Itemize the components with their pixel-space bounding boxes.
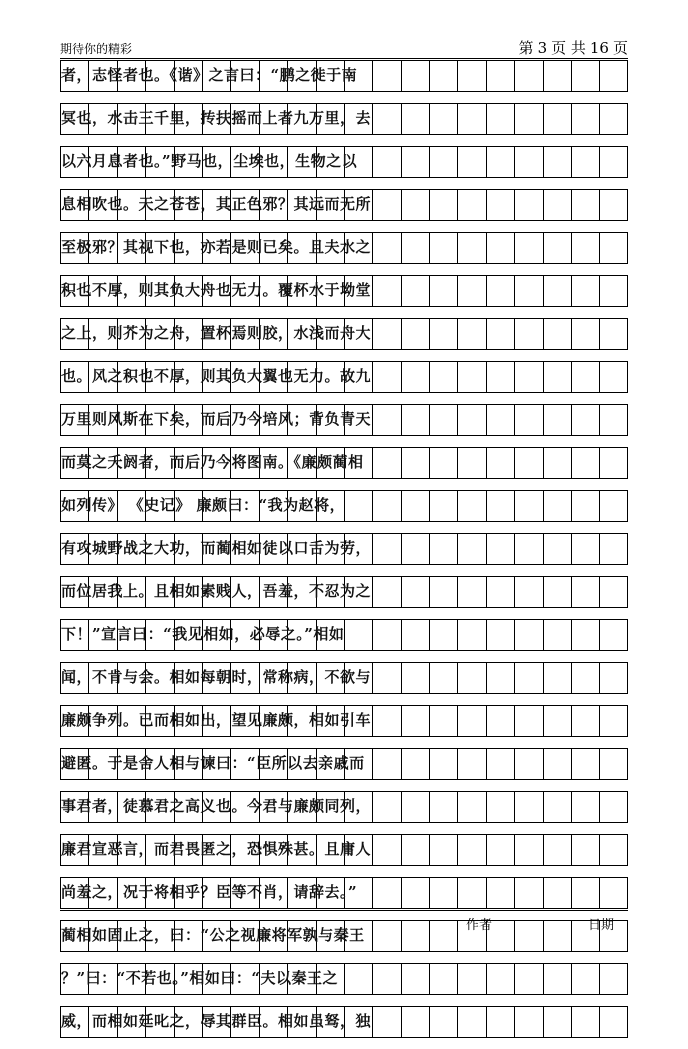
grid-cell — [486, 448, 514, 478]
grid-cell — [543, 319, 571, 349]
grid-cell — [599, 878, 627, 908]
grid-cell — [429, 878, 457, 908]
grid-cell — [429, 663, 457, 693]
grid-cell — [571, 835, 599, 865]
grid-cell — [372, 147, 400, 177]
grid-cell — [401, 835, 429, 865]
grid-cell — [571, 147, 599, 177]
grid-cell — [543, 1007, 571, 1037]
grid-cell — [599, 792, 627, 822]
grid-cell — [599, 448, 627, 478]
grid-cell — [401, 1007, 429, 1037]
grid-cell — [486, 577, 514, 607]
grid-cell — [543, 577, 571, 607]
grid-cell — [401, 491, 429, 521]
grid-cell — [372, 405, 400, 435]
grid-cell — [372, 104, 400, 134]
grid-row — [60, 447, 628, 490]
grid-cell — [514, 405, 542, 435]
grid-row — [60, 361, 628, 404]
grid-row — [60, 705, 628, 748]
text-line: 以六月息者也。”野马也，尘埃也，生物之以 — [61, 152, 358, 170]
grid-cell — [344, 964, 372, 994]
grid-cell — [543, 792, 571, 822]
page-footer — [0, 912, 688, 952]
grid-cell — [401, 448, 429, 478]
grid-cell — [571, 448, 599, 478]
grid-cell — [372, 534, 400, 564]
grid-cell — [372, 1007, 400, 1037]
author-label: 作者 — [466, 918, 493, 933]
grid-cell — [571, 276, 599, 306]
grid-cell — [401, 792, 429, 822]
grid-cell — [372, 792, 400, 822]
grid-cell — [429, 448, 457, 478]
grid-cell — [457, 577, 485, 607]
page-number: 3 — [537, 39, 548, 57]
grid-cell — [429, 534, 457, 564]
grid-cell — [486, 835, 514, 865]
text-line: 避匿。于是舍人相与谏曰：“臣所以去亲戚而 — [61, 754, 365, 772]
grid-cell — [486, 534, 514, 564]
text-line: 冥也，水击三千里，抟扶摇而上者九万里，去 — [61, 109, 372, 127]
grid-cell — [457, 276, 485, 306]
manuscript-grid — [60, 60, 628, 1049]
grid-cell — [543, 663, 571, 693]
page-middle: 页 共 — [551, 39, 586, 57]
grid-cell — [429, 190, 457, 220]
text-line: 者，志怪者也。《谐》之言曰：“鹏之徙于南 — [61, 66, 358, 84]
grid-cell — [571, 792, 599, 822]
grid-cell — [372, 276, 400, 306]
grid-cell — [599, 749, 627, 779]
row-gap — [60, 479, 628, 490]
grid-cell — [457, 749, 485, 779]
grid-cell — [514, 491, 542, 521]
grid-cell — [571, 104, 599, 134]
grid-cell — [543, 190, 571, 220]
grid-cell — [514, 792, 542, 822]
grid-cell — [401, 319, 429, 349]
page-number-indicator — [519, 40, 628, 57]
grid-row — [60, 662, 628, 705]
text-line: 如列传》 《史记》 廉颇曰：“我为赵将， — [61, 496, 346, 514]
grid-cell — [372, 190, 400, 220]
header-motto: 期待你的精彩 — [60, 42, 133, 56]
text-line: 至极邪？其视下也，亦若是则已矣。且夫水之 — [61, 238, 372, 256]
grid-cell — [429, 792, 457, 822]
grid-cell — [429, 276, 457, 306]
grid-row — [60, 1006, 628, 1049]
grid-cell — [401, 964, 429, 994]
grid-row — [60, 748, 628, 791]
grid-cell — [514, 835, 542, 865]
text-line: 之上，则芥为之舟，置杯焉则胶，水浅而舟大 — [61, 324, 372, 342]
page-header — [0, 0, 688, 60]
grid-row — [60, 834, 628, 877]
row-gap — [60, 264, 628, 275]
grid-cell — [372, 620, 400, 650]
grid-cell — [429, 706, 457, 736]
grid-cell — [599, 577, 627, 607]
row-gap — [60, 92, 628, 103]
row-gap — [60, 565, 628, 576]
grid-cell — [571, 362, 599, 392]
grid-row — [60, 490, 628, 533]
text-line: 闻，不肯与会。相如每朝时，常称病，不欲与 — [61, 668, 372, 686]
grid-cell — [457, 448, 485, 478]
grid-cell — [543, 749, 571, 779]
grid-cell — [401, 61, 429, 91]
grid-cell — [457, 534, 485, 564]
grid-row — [60, 275, 628, 318]
grid-cell — [486, 276, 514, 306]
grid-cell — [486, 405, 514, 435]
grid-cell — [401, 878, 429, 908]
grid-cell — [486, 878, 514, 908]
grid-row — [60, 232, 628, 275]
text-line: 有攻城野战之大功，而蔺相如徒以口舌为劳， — [61, 539, 372, 557]
text-line: 积也不厚，则其负大舟也无力。覆杯水于坳堂 — [61, 281, 372, 299]
grid-cell — [486, 319, 514, 349]
grid-row — [60, 103, 628, 146]
grid-cell — [543, 620, 571, 650]
grid-cell — [514, 663, 542, 693]
grid-cell — [457, 491, 485, 521]
grid-cell — [543, 964, 571, 994]
grid-cell — [571, 577, 599, 607]
grid-cell — [457, 792, 485, 822]
grid-cell — [372, 362, 400, 392]
grid-cell — [599, 362, 627, 392]
grid-cell — [599, 190, 627, 220]
grid-cell — [514, 190, 542, 220]
grid-cell — [457, 405, 485, 435]
grid-cell — [344, 620, 372, 650]
grid-cell — [429, 233, 457, 263]
grid-cell — [571, 964, 599, 994]
top-rule — [60, 58, 628, 59]
text-line: 事君者，徒慕君之高义也。今君与廉颇同列， — [61, 797, 372, 815]
grid-cell — [401, 276, 429, 306]
grid-cell — [372, 663, 400, 693]
row-gap — [60, 952, 628, 963]
text-line: 蔺相如固止之，曰：“公之视廉将军孰与秦王 — [61, 926, 365, 944]
grid-cell — [514, 319, 542, 349]
grid-cell — [543, 405, 571, 435]
grid-row — [60, 318, 628, 361]
grid-cell — [514, 878, 542, 908]
row-gap — [60, 823, 628, 834]
grid-cell — [457, 835, 485, 865]
row-gap — [60, 737, 628, 748]
grid-cell — [429, 1007, 457, 1037]
row-gap — [60, 995, 628, 1006]
grid-cell — [457, 61, 485, 91]
grid-cell — [514, 233, 542, 263]
grid-cell — [372, 964, 400, 994]
grid-cell — [401, 405, 429, 435]
grid-cell — [571, 61, 599, 91]
grid-cell — [372, 491, 400, 521]
grid-cell — [372, 448, 400, 478]
grid-row — [60, 576, 628, 619]
grid-cell — [543, 362, 571, 392]
grid-cell — [599, 534, 627, 564]
grid-cell — [457, 362, 485, 392]
grid-cell — [514, 620, 542, 650]
grid-cell — [514, 534, 542, 564]
grid-cell — [571, 405, 599, 435]
grid-cell — [543, 276, 571, 306]
row-gap — [60, 307, 628, 318]
text-line: ？”曰：“不若也。”相如曰：“夫以秦王之 — [61, 969, 339, 987]
grid-cell — [486, 964, 514, 994]
row-gap — [60, 694, 628, 705]
grid-cell — [372, 61, 400, 91]
grid-cell — [457, 706, 485, 736]
grid-cell — [571, 534, 599, 564]
grid-cell — [429, 362, 457, 392]
text-line: 廉君宣恶言，而君畏匿之，恐惧殊甚。且庸人 — [61, 840, 372, 858]
grid-cell — [429, 104, 457, 134]
grid-cell — [429, 405, 457, 435]
grid-cell — [514, 362, 542, 392]
text-line: 下！”宣言曰：“我见相如，必辱之。”相如 — [61, 625, 345, 643]
grid-cell — [429, 61, 457, 91]
grid-cell — [401, 362, 429, 392]
grid-cell — [599, 147, 627, 177]
grid-row — [60, 404, 628, 447]
grid-cell — [486, 61, 514, 91]
grid-cell — [401, 147, 429, 177]
grid-cell — [429, 835, 457, 865]
grid-cell — [372, 706, 400, 736]
grid-cell — [599, 405, 627, 435]
grid-cell — [599, 835, 627, 865]
grid-cell — [372, 319, 400, 349]
row-gap — [60, 780, 628, 791]
grid-cell — [571, 1007, 599, 1037]
grid-cell — [543, 835, 571, 865]
grid-cell — [401, 706, 429, 736]
grid-cell — [514, 448, 542, 478]
row-gap — [60, 350, 628, 361]
row-gap — [60, 608, 628, 619]
grid-cell — [486, 362, 514, 392]
grid-cell — [543, 706, 571, 736]
grid-cell — [457, 620, 485, 650]
grid-cell — [457, 964, 485, 994]
grid-row — [60, 146, 628, 189]
grid-cell — [599, 319, 627, 349]
grid-cell — [372, 878, 400, 908]
text-line: 而莫之夭阏者，而后乃今将图南。《廉颇蔺相 — [61, 453, 364, 471]
grid-cell — [599, 620, 627, 650]
text-line: 尚羞之，况于将相乎？臣等不肖，请辞去。” — [61, 883, 358, 901]
text-line: 而位居我上。且相如素贱人，吾羞，不忍为之 — [61, 582, 372, 600]
grid-row — [60, 619, 628, 662]
grid-cell — [514, 61, 542, 91]
grid-cell — [486, 749, 514, 779]
row-gap — [60, 1038, 628, 1049]
grid-cell — [457, 1007, 485, 1037]
grid-cell — [571, 319, 599, 349]
grid-cell — [599, 61, 627, 91]
grid-cell — [543, 491, 571, 521]
grid-cell — [372, 749, 400, 779]
grid-cell — [372, 577, 400, 607]
grid-cell — [457, 878, 485, 908]
grid-cell — [599, 104, 627, 134]
grid-cell — [599, 233, 627, 263]
grid-cell — [429, 577, 457, 607]
grid-cell — [372, 233, 400, 263]
grid-cell — [429, 147, 457, 177]
grid-cell — [486, 620, 514, 650]
row-gap — [60, 221, 628, 232]
text-line: 万里则风斯在下矣，而后乃今培风；背负青天 — [61, 410, 372, 428]
grid-cell — [543, 147, 571, 177]
grid-cell — [599, 491, 627, 521]
text-line: 息相吹也。天之苍苍，其正色邪？其远而无所 — [61, 195, 372, 213]
grid-row — [60, 533, 628, 576]
grid-cell — [543, 448, 571, 478]
grid-cell — [599, 663, 627, 693]
grid-cell — [599, 706, 627, 736]
grid-row — [60, 189, 628, 232]
grid-cell — [571, 491, 599, 521]
grid-cell — [486, 792, 514, 822]
grid-cell — [486, 663, 514, 693]
grid-cell — [401, 749, 429, 779]
grid-cell — [599, 1007, 627, 1037]
grid-cell — [457, 190, 485, 220]
grid-cell — [571, 706, 599, 736]
row-gap — [60, 522, 628, 533]
grid-cell — [429, 749, 457, 779]
grid-cell — [514, 276, 542, 306]
grid-cell — [599, 964, 627, 994]
grid-cell — [486, 190, 514, 220]
grid-cell — [486, 491, 514, 521]
bottom-rule — [60, 910, 628, 911]
row-gap — [60, 866, 628, 877]
grid-cell — [514, 147, 542, 177]
grid-cell — [457, 104, 485, 134]
grid-cell — [571, 620, 599, 650]
grid-cell — [571, 190, 599, 220]
row-gap — [60, 651, 628, 662]
page-total: 16 — [589, 39, 609, 57]
grid-cell — [486, 1007, 514, 1037]
grid-row — [60, 791, 628, 834]
grid-cell — [514, 1007, 542, 1037]
grid-row — [60, 963, 628, 1006]
grid-cell — [599, 276, 627, 306]
grid-cell — [429, 319, 457, 349]
grid-cell — [429, 620, 457, 650]
page-suffix: 页 — [612, 39, 628, 57]
grid-cell — [514, 706, 542, 736]
row-gap — [60, 393, 628, 404]
date-label: 日期 — [588, 918, 615, 933]
grid-cell — [486, 147, 514, 177]
grid-cell — [457, 233, 485, 263]
grid-cell — [486, 233, 514, 263]
grid-cell — [514, 964, 542, 994]
grid-cell — [401, 104, 429, 134]
grid-cell — [429, 491, 457, 521]
grid-cell — [543, 878, 571, 908]
grid-cell — [344, 491, 372, 521]
grid-cell — [457, 319, 485, 349]
grid-cell — [401, 620, 429, 650]
grid-cell — [543, 104, 571, 134]
grid-cell — [486, 706, 514, 736]
grid-cell — [401, 233, 429, 263]
grid-cell — [429, 964, 457, 994]
grid-cell — [571, 749, 599, 779]
grid-cell — [514, 104, 542, 134]
grid-cell — [571, 663, 599, 693]
grid-cell — [514, 577, 542, 607]
grid-cell — [401, 663, 429, 693]
grid-cell — [571, 233, 599, 263]
page-prefix: 第 — [518, 39, 534, 57]
grid-row — [60, 60, 628, 103]
grid-cell — [571, 878, 599, 908]
grid-cell — [543, 534, 571, 564]
row-gap — [60, 178, 628, 189]
grid-cell — [401, 190, 429, 220]
row-gap — [60, 436, 628, 447]
text-line: 廉颇争列。已而相如出，望见廉颇，相如引车 — [61, 711, 372, 729]
grid-cell — [486, 104, 514, 134]
grid-cell — [543, 61, 571, 91]
row-gap — [60, 135, 628, 146]
grid-cell — [372, 835, 400, 865]
grid-cell — [457, 147, 485, 177]
text-line: 威，而相如廷叱之，辱其群臣。相如虽驽，独 — [61, 1012, 372, 1030]
grid-cell — [514, 749, 542, 779]
grid-cell — [543, 233, 571, 263]
grid-cell — [401, 577, 429, 607]
text-line: 也。风之积也不厚，则其负大翼也无力。故九 — [61, 367, 372, 385]
grid-cell — [401, 534, 429, 564]
grid-cell — [457, 663, 485, 693]
